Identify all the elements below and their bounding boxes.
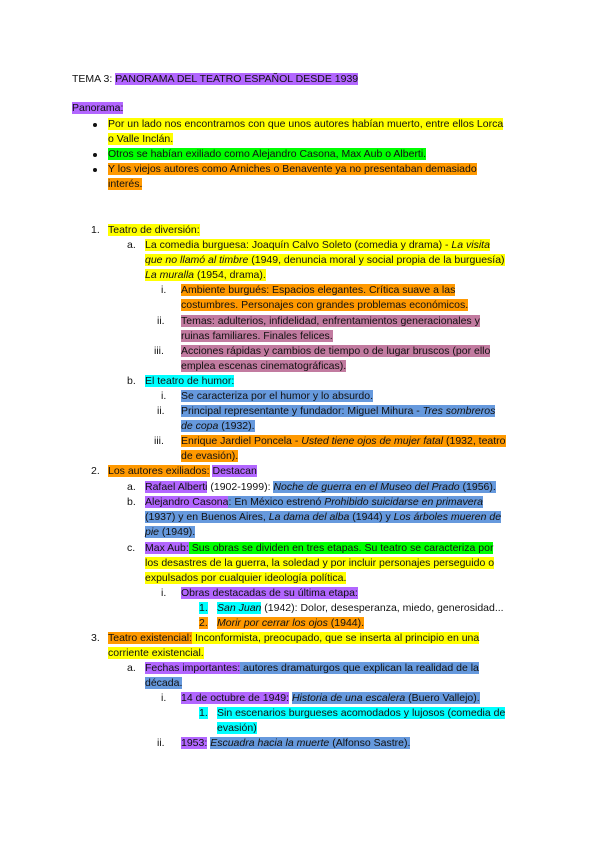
list-marker: 2. (199, 617, 208, 629)
fecha-1949: 14 de octubre de 1949: Historia de una escalera (Buero Vallejo). (181, 692, 480, 704)
list-marker: ii. (157, 405, 165, 417)
panorama-bullet-1: Por un lado nos encontramos con que unos autores habían muerto, entre ellos Lorca o Valle Inclán. (108, 118, 504, 145)
obra-san-juan: San Juan (1942): Dolor, desesperanza, miedo, generosidad... (217, 602, 504, 614)
list-marker: a. (127, 662, 136, 674)
list-marker: iii. (154, 435, 164, 447)
panorama-heading: Panorama: (72, 102, 124, 114)
list-marker: ii. (157, 315, 165, 327)
document-title: TEMA 3: PANORAMA DEL TEATRO ESPAÑOL DESDE 1939 (72, 73, 359, 85)
list-marker: i. (161, 390, 167, 402)
section-1-title: Teatro de diversión: (108, 224, 200, 236)
bullet-dot (93, 168, 97, 172)
list-marker: i. (161, 284, 167, 296)
fecha-1953: 1953: Escuadra hacia la muerte (Alfonso Sastre). (181, 737, 411, 749)
list-marker: b. (127, 375, 136, 387)
panorama-bullet-3: Y los viejos autores como Arniches o Benavente ya no presentaban demasiado interés. (108, 163, 477, 190)
list-marker: 1. (199, 602, 208, 614)
humor-item-2: Principal representante y fundador: Miguel Mihura - Tres sombreros de copa (1932). (181, 405, 496, 432)
list-marker: ii. (157, 737, 165, 749)
list-marker: c. (127, 542, 136, 554)
obra-morir: Morir por cerrar los ojos (1944). (217, 617, 365, 629)
comedia-item-1: Ambiente burgués: Espacios elegantes. Crítica suave a las costumbres. Personajes con grandes problemas económicos. (181, 284, 469, 311)
casona-entry: Alejandro Casona: En México estrenó Prohibido suicidarse en primavera (1937) y en Buenos Aires, La dama del alba (1944) y Los árboles mueren de pie (1949). (145, 496, 502, 538)
max-aub-entry: Max Aub: Sus obras se dividen en tres etapas. Su teatro se caracteriza por los desastres de la guerra, la soledad y por incluir personajes perseguido o expulsados por cualquier ideología política. (145, 542, 495, 584)
list-marker: 1. (199, 707, 208, 719)
section-2-number: 2. (91, 465, 100, 477)
list-marker: b. (127, 496, 136, 508)
list-marker: a. (127, 481, 136, 493)
section-1-number: 1. (91, 224, 100, 236)
section-3-title: Teatro existencial: Inconformista, preocupado, que se inserta al principio en una corriente existencial. (108, 632, 480, 659)
comedia-item-2: Temas: adulterios, infidelidad, enfrentamientos generacionales y ruinas familiares. Finales felices. (181, 315, 480, 342)
humor-item-1: Se caracteriza por el humor y lo absurdo. (181, 390, 374, 402)
comedia-item-3: Acciones rápidas y cambios de tiempo o de lugar bruscos (por ello emplea escenas cinematográficas). (181, 345, 491, 372)
fechas-importantes: Fechas importantes: autores dramaturgos que explican la realidad de la década. (145, 662, 479, 689)
alberti-entry: Rafael Alberti (1902-1999): Noche de guerra en el Museo del Prado (1956). (145, 481, 496, 493)
bullet-dot (93, 153, 97, 157)
obras-destacadas-title: Obras destacadas de su última etapa: (181, 587, 358, 599)
section-3-number: 3. (91, 632, 100, 644)
panorama-bullet-2: Otros se habían exiliado como Alejandro Casona, Max Aub o Alberti. (108, 148, 427, 160)
list-marker: a. (127, 239, 136, 251)
list-marker: iii. (154, 345, 164, 357)
teatro-humor-title: El teatro de humor: (145, 375, 235, 387)
section-2-title: Los autores exiliados: Destacan (108, 465, 257, 477)
humor-item-3: Enrique Jardiel Poncela - Usted tiene ojos de mujer fatal (1932, teatro de evasión). (181, 435, 506, 462)
list-marker: i. (161, 587, 167, 599)
comedia-burguesa: La comedia burguesa: Joaquín Calvo Soleto (comedia y drama) - La visita que no llamó al timbre (1949, denuncia moral y social propia de la burguesía) La muralla (1954, drama). (145, 239, 505, 281)
escalera-note: Sin escenarios burgueses acomodados y lujosos (comedia de evasión) (217, 707, 506, 734)
bullet-dot (93, 123, 97, 127)
list-marker: i. (161, 692, 167, 704)
